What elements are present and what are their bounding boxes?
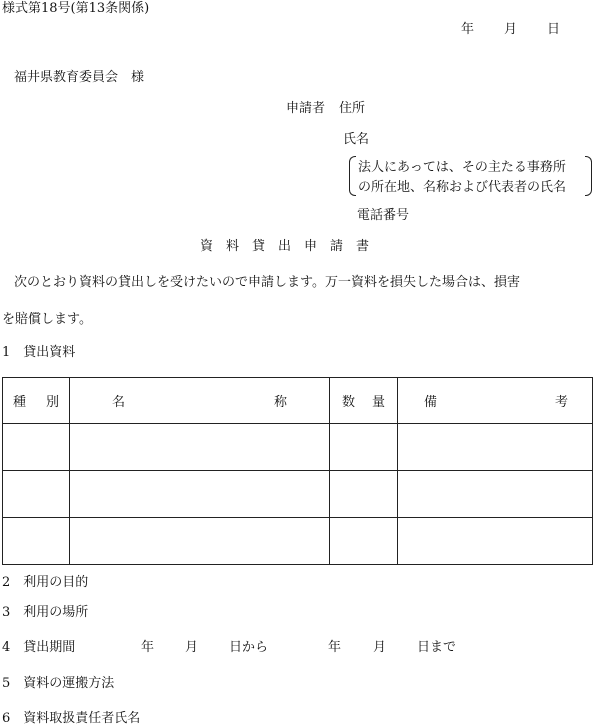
end-month: 月 [373,640,387,655]
applicant-address-row [286,102,365,115]
cell-quantity[interactable] [330,471,398,518]
cell-quantity[interactable] [330,518,398,565]
table-row [3,424,593,471]
addressee: 福井県教育委員会 様 [14,70,145,85]
cell-name[interactable] [70,518,330,565]
cell-kind[interactable] [3,518,70,565]
section-3-heading: 3 利用の場所 [2,605,89,620]
cell-remarks[interactable] [398,424,593,471]
corporate-note-text [358,158,566,198]
table-row [3,518,593,565]
end-year: 年 [328,640,342,655]
address-label: 住所 [339,101,366,116]
left-bracket [349,156,356,196]
header-kind: 種 別 [3,378,70,424]
section-6-heading: 6 資料取扱責任者氏名 [2,711,141,726]
loan-items-table [2,377,593,565]
end-day: 日まで [417,640,457,655]
table-header-row [3,378,593,424]
date-day: 日 [547,22,561,37]
section-2-heading: 2 利用の目的 [2,575,89,590]
cell-remarks[interactable] [398,471,593,518]
start-month: 月 [185,640,199,655]
section-4-loan-period [2,641,592,655]
body-text-line2: を賠償します。 [2,312,92,327]
table-row [3,471,593,518]
phone-label: 電話番号 [357,208,410,223]
cell-name[interactable] [70,471,330,518]
body-text-line1: 次のとおり資料の貸出しを受けたいので申請します。万一資料を損失した場合は、損害 [14,275,520,290]
cell-kind[interactable] [3,424,70,471]
section-1-heading: 1 貸出資料 [2,345,76,360]
cell-quantity[interactable] [330,424,398,471]
date-line [461,23,560,36]
start-day: 日から [229,640,269,655]
right-bracket [585,156,592,196]
header-quantity: 数 量 [330,378,398,424]
corporate-note-line1: 法人にあっては、その主たる事務所 [358,160,566,175]
name-label: 氏名 [343,132,370,147]
applicant-role: 申請者 [286,101,326,116]
form-number: 様式第18号(第13条関係) [2,1,150,16]
section-4-label: 4 貸出期間 [2,640,76,655]
document-title: 資 料 貸 出 申 請 書 [200,239,370,254]
corporate-note-line2: の所在地、名称および代表者の氏名 [358,180,567,195]
header-remarks: 備 考 [398,378,593,424]
cell-kind[interactable] [3,471,70,518]
section-5-heading: 5 資料の運搬方法 [2,676,115,691]
date-year: 年 [461,22,475,37]
start-year: 年 [141,640,155,655]
cell-remarks[interactable] [398,518,593,565]
corporate-note [349,156,592,196]
date-month: 月 [504,22,518,37]
cell-name[interactable] [70,424,330,471]
header-name: 名 称 [70,378,330,424]
